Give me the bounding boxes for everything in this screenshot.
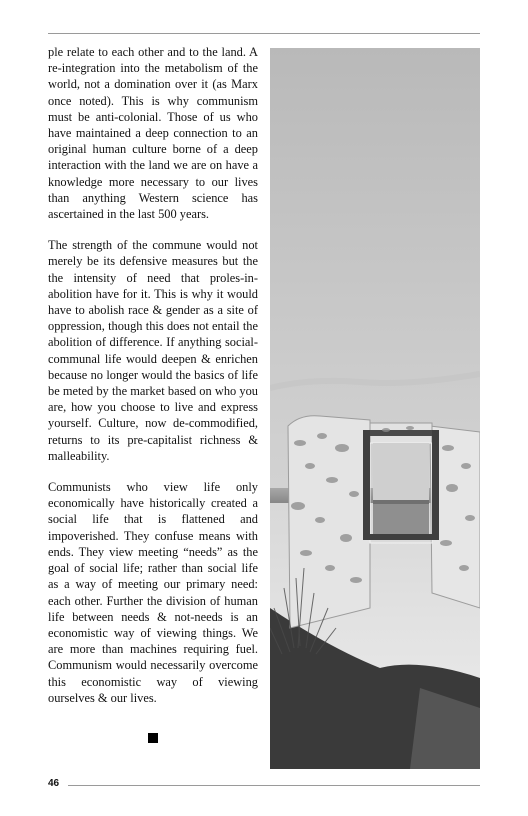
top-rule: [48, 33, 480, 34]
paragraph-1: ple relate to each other and to the land. A re-integration into the metabolism of the world, not a domination over it (as Marx once noted). This is why communism must be anti-colonial. Those of us who have maintained a deep connection to an original human culture borne of a deep interaction with the land we are on have a knowledge more necessary to our lives than anything Western science has ascertained in the last 500 years.: [48, 45, 258, 222]
page-number: 46: [48, 778, 60, 789]
ruin-photograph: [270, 48, 480, 769]
bottom-rule: [68, 785, 480, 786]
paragraph-2: The strength of the commune would not merely be its defensive measures but the the intensity of need that proles-in-abolition have for it. This is why it would have to abolish race & gender as a site of oppression, though this does not entail the abolition of difference. If anything social-communal life would deepen & enrichen because no longer would the basics of life be meted by the market based on who you are, how you choose to live and express yourself. Culture, now de-commodified, returns to its pre-capitalist richness & malleability.: [48, 238, 258, 463]
end-of-section-mark: [148, 733, 158, 743]
body-text-column: [48, 44, 258, 721]
paragraph-3: Communists who view life only economically have historically created a social life that is flattened and impoverished. They confuse means with ends. They view meeting “needs” as the goal of social life; rather than social life as a way of meeting our primary need: each other. Further the division of human life between needs & not-needs is an economistic way of viewing things. We are more than machines requiring fuel. Communism would necessarily overcome this economistic way of viewing ourselves & our lives.: [48, 480, 258, 705]
